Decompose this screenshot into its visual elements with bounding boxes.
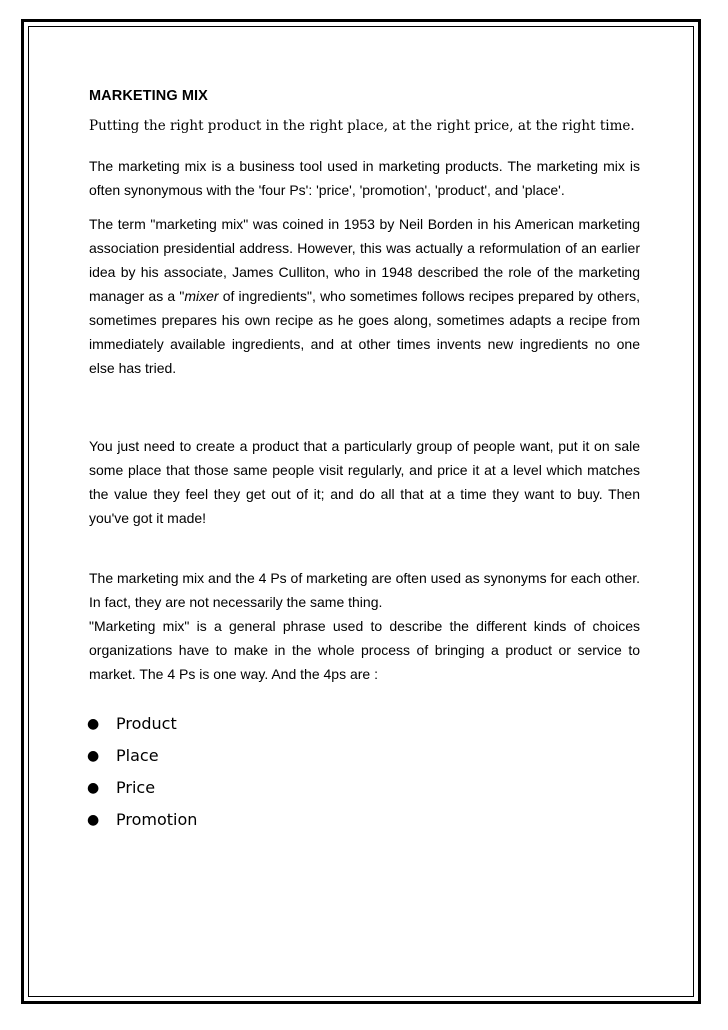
list-item-label: Promotion bbox=[116, 810, 198, 829]
list-item-label: Price bbox=[116, 778, 156, 797]
bullet-icon: ● bbox=[87, 812, 100, 828]
mixer-emphasis: mixer bbox=[184, 288, 219, 304]
bullet-icon: ● bbox=[87, 780, 100, 796]
subtitle-paragraph: Putting the right product in the right place, at the right price, at the right time. bbox=[89, 118, 635, 134]
list-item-label: Product bbox=[116, 714, 177, 733]
four-ps-list bbox=[89, 708, 640, 836]
document-body bbox=[89, 88, 640, 836]
bullet-icon: ● bbox=[87, 716, 100, 732]
list-item-label: Place bbox=[116, 746, 159, 765]
general-phrase-paragraph: "Marketing mix" is a general phrase used to describe the different kinds of choices organizations have to make in the whole process of bringing a product or service to market. The 4 Ps is one way. And the 4ps are : bbox=[89, 618, 640, 682]
list-item bbox=[89, 772, 640, 804]
spacer bbox=[89, 540, 640, 566]
history-text-start: The term "marketing mix" was coined in 1953 by Neil Borden in his American marketing association presidential address. However, this was actually a reformulation of an earlier idea by his associate, James Culliton, who in 1948 described the role of the marketing manager as a " bbox=[89, 216, 640, 304]
bullet-icon: ● bbox=[87, 748, 100, 764]
document-title: MARKETING MIX bbox=[89, 88, 208, 104]
list-item bbox=[89, 708, 640, 740]
synonyms-paragraph: The marketing mix and the 4 Ps of marketing are often used as synonyms for each other. In fact, they are not necessarily the same thing. bbox=[89, 570, 640, 610]
spacer bbox=[89, 390, 640, 434]
list-item bbox=[89, 804, 640, 836]
list-item bbox=[89, 740, 640, 772]
history-text-end: of ingredients", who sometimes follows recipes prepared by others, sometimes prepares his own recipe as he goes along, sometimes adapts a recipe from immediately available ingredients, and at other times invents new ingredients no one else has tried. bbox=[89, 288, 641, 376]
create-product-paragraph: You just need to create a product that a particularly group of people want, put it on sale some place that those same people visit regularly, and price it at a level which matches the value they feel they get out of it; and do all that at a time they want to buy. Then you've got it made! bbox=[89, 438, 640, 526]
definition-paragraph: The marketing mix is a business tool used in marketing products. The marketing mix is often synonymous with the 'four Ps': 'price', 'promotion', 'product', and 'place'. bbox=[89, 158, 640, 198]
history-paragraph bbox=[89, 212, 640, 380]
